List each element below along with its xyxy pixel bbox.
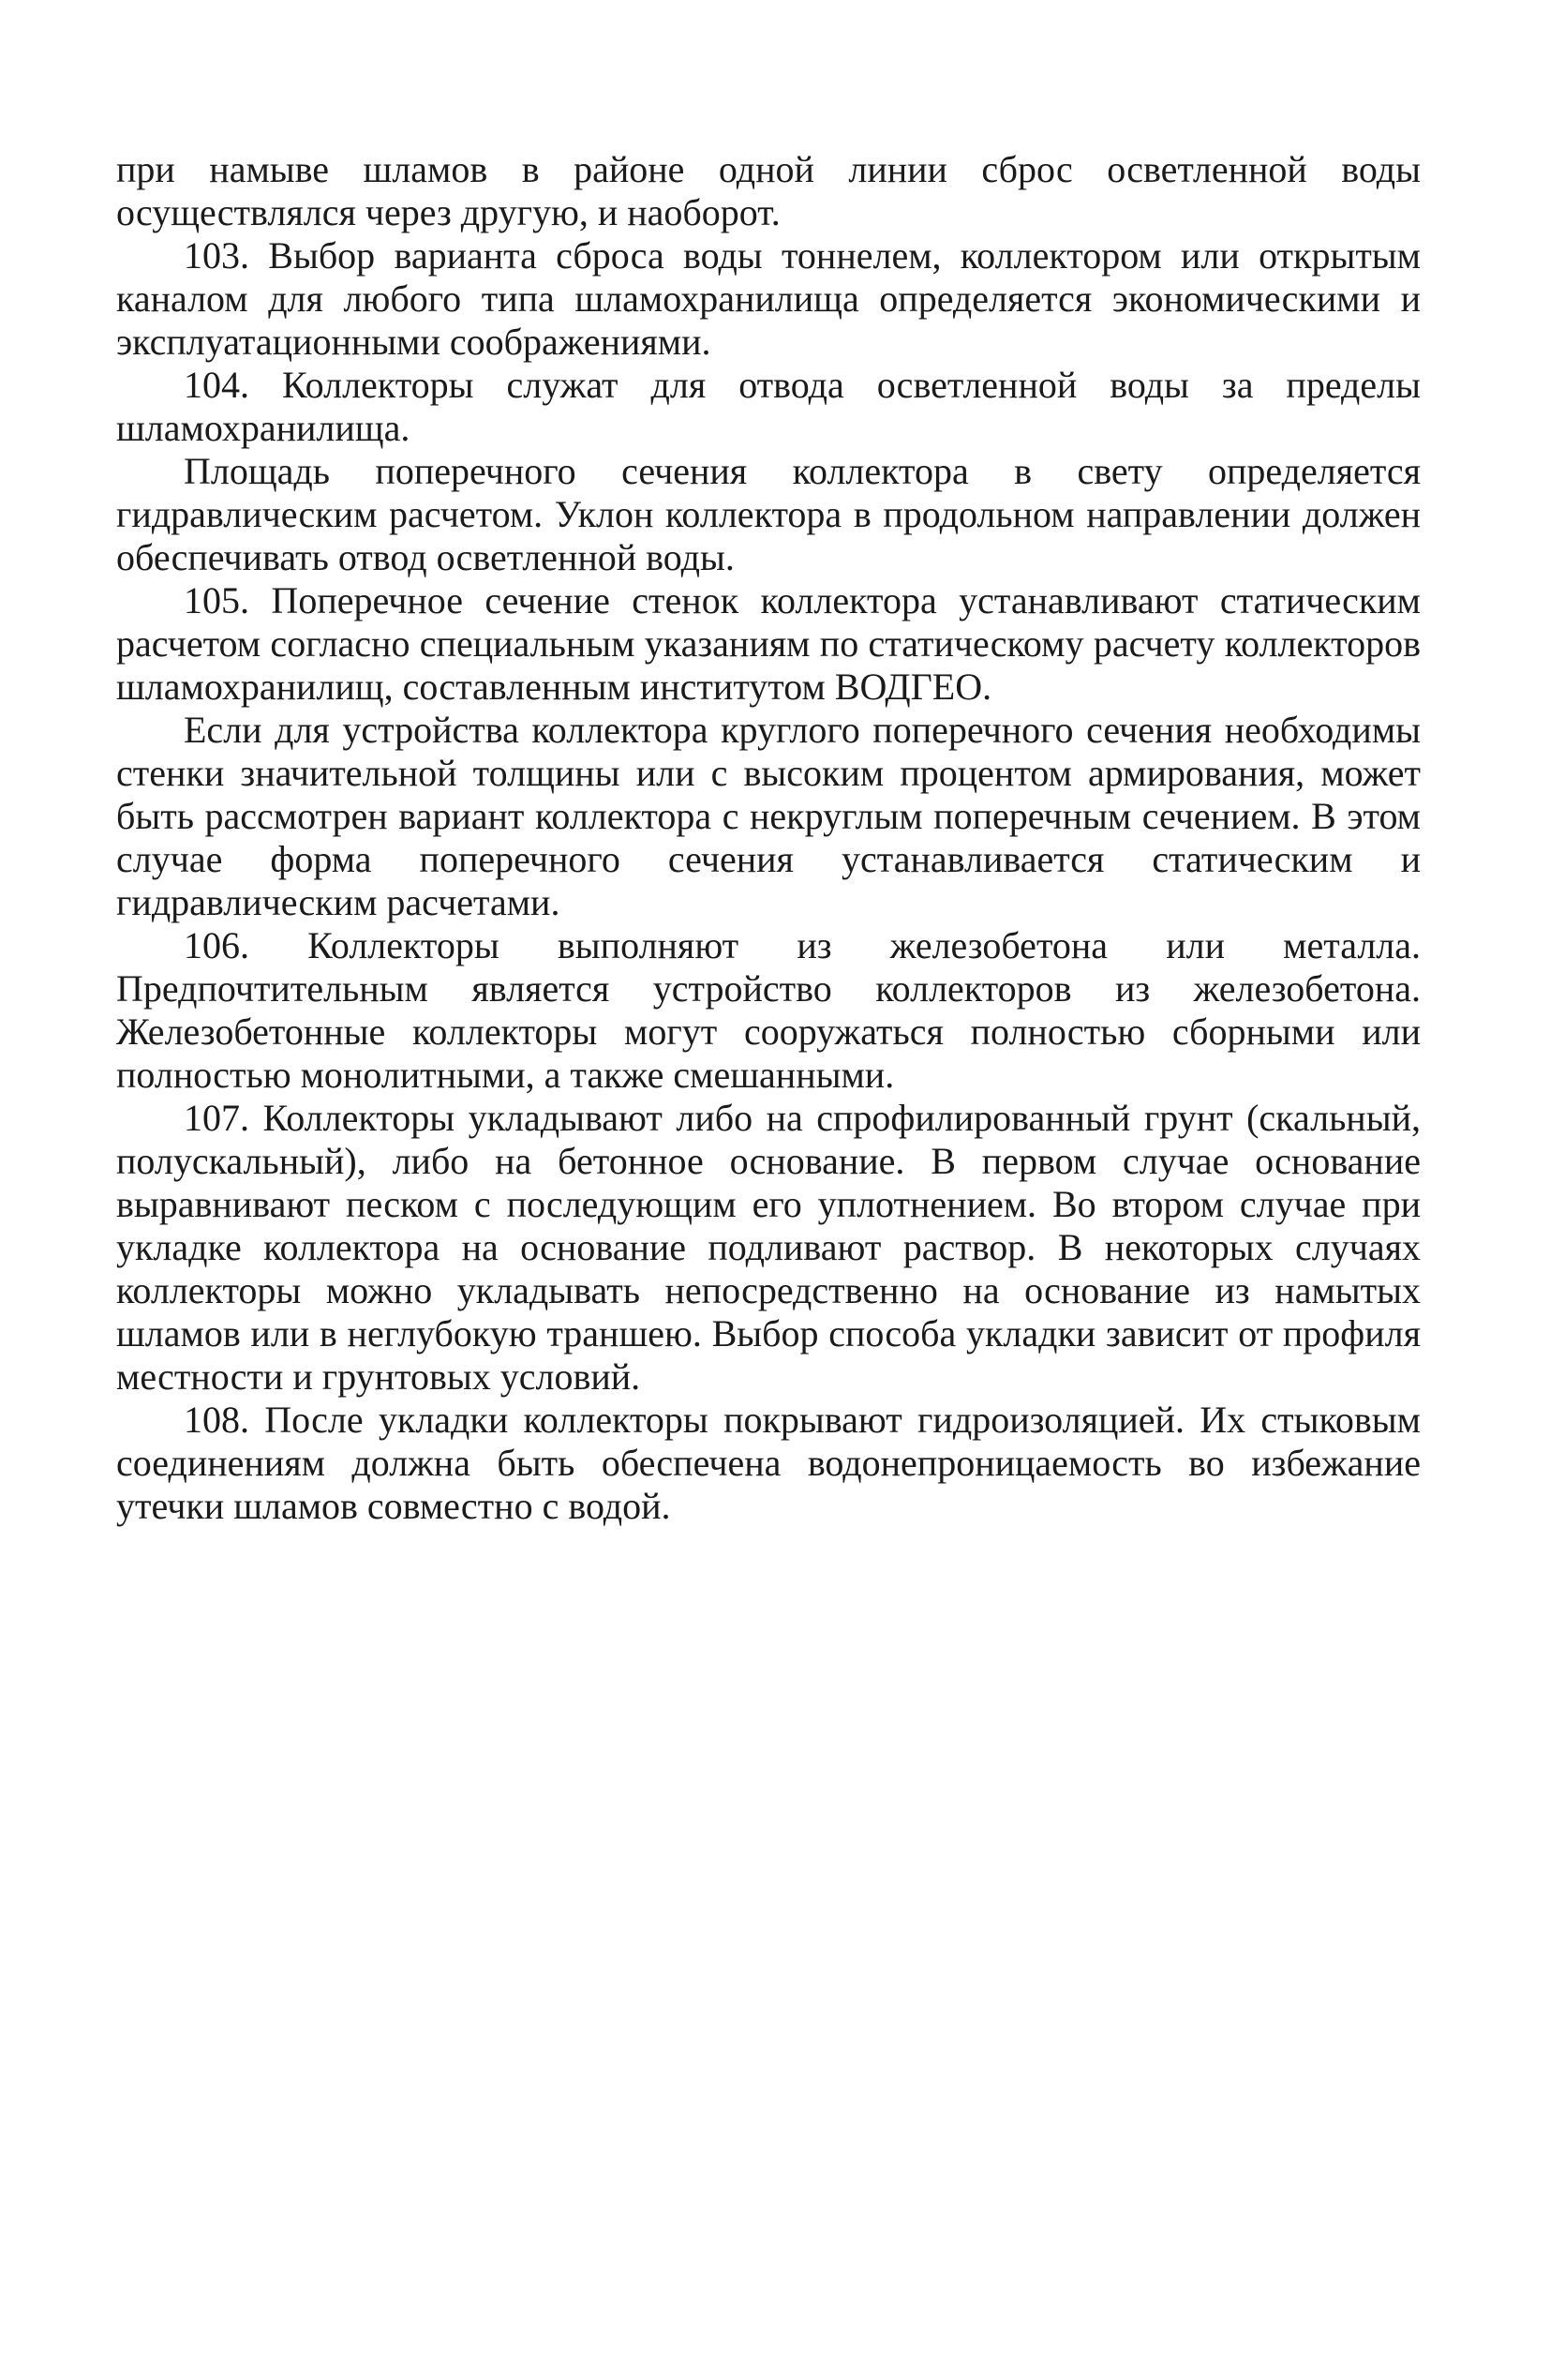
- document-page: [116, 148, 1421, 1528]
- paragraph-107: 107. Коллекторы укладывают либо на спрофилированный грунт (скальный, полускальный), либо на бетонное основание. В первом случае основание выравнивают песком с последующим его уплотнением. Во втором случае при укладке коллектора на основание подливают раствор. В некоторых случаях коллекторы можно укладывать непосредственно на основание из намытых шламов или в неглубокую траншею. Выбор способа укладки зависит от профиля местности и грунтовых условий.: [116, 1097, 1421, 1398]
- paragraph-104: 104. Коллекторы служат для отвода осветленной воды за пределы шламохранилища.: [116, 364, 1421, 449]
- paragraph-103: 103. Выбор варианта сброса воды тоннелем, коллектором или открытым каналом для любого типа шламохранилища определяется экономическими и эксплуатационными соображениями.: [116, 234, 1421, 363]
- paragraph-106: 106. Коллекторы выполняют из железобетона или металла. Предпочтительным является устройство коллекторов из железобетона. Железобетонные коллекторы могут сооружаться полностью сборными или полностью монолитными, а также смешанными.: [116, 924, 1421, 1096]
- paragraph-104-section-area: Площадь поперечного сечения коллектора в свету определяется гидравлическим расчетом. Уклон коллектора в продольном направлении должен обеспечивать отвод осветленной воды.: [116, 450, 1421, 578]
- paragraph-108: 108. После укладки коллекторы покрывают гидроизоляцией. Их стыковым соединениям должна быть обеспечена водонепроницаемость во избежание утечки шламов совместно с водой.: [116, 1399, 1421, 1527]
- paragraph-105: 105. Поперечное сечение стенок коллектора устанавливают статическим расчетом согласно специальным указаниям по статическому расчету коллекторов шламохранилищ, составленным институтом ВОДГЕО.: [116, 579, 1421, 708]
- paragraph-105-noncircular: Если для устройства коллектора круглого поперечного сечения необходимы стенки значительной толщины или с высоким процентом армирования, может быть рассмотрен вариант коллектора с некруглым поперечным сечением. В этом случае форма поперечного сечения устанавливается статическим и гидравлическим расчетами.: [116, 709, 1421, 923]
- paragraph-continuation: при намыве шламов в районе одной линии сброс осветленной воды осуществлялся через другую, и наоборот.: [116, 148, 1421, 233]
